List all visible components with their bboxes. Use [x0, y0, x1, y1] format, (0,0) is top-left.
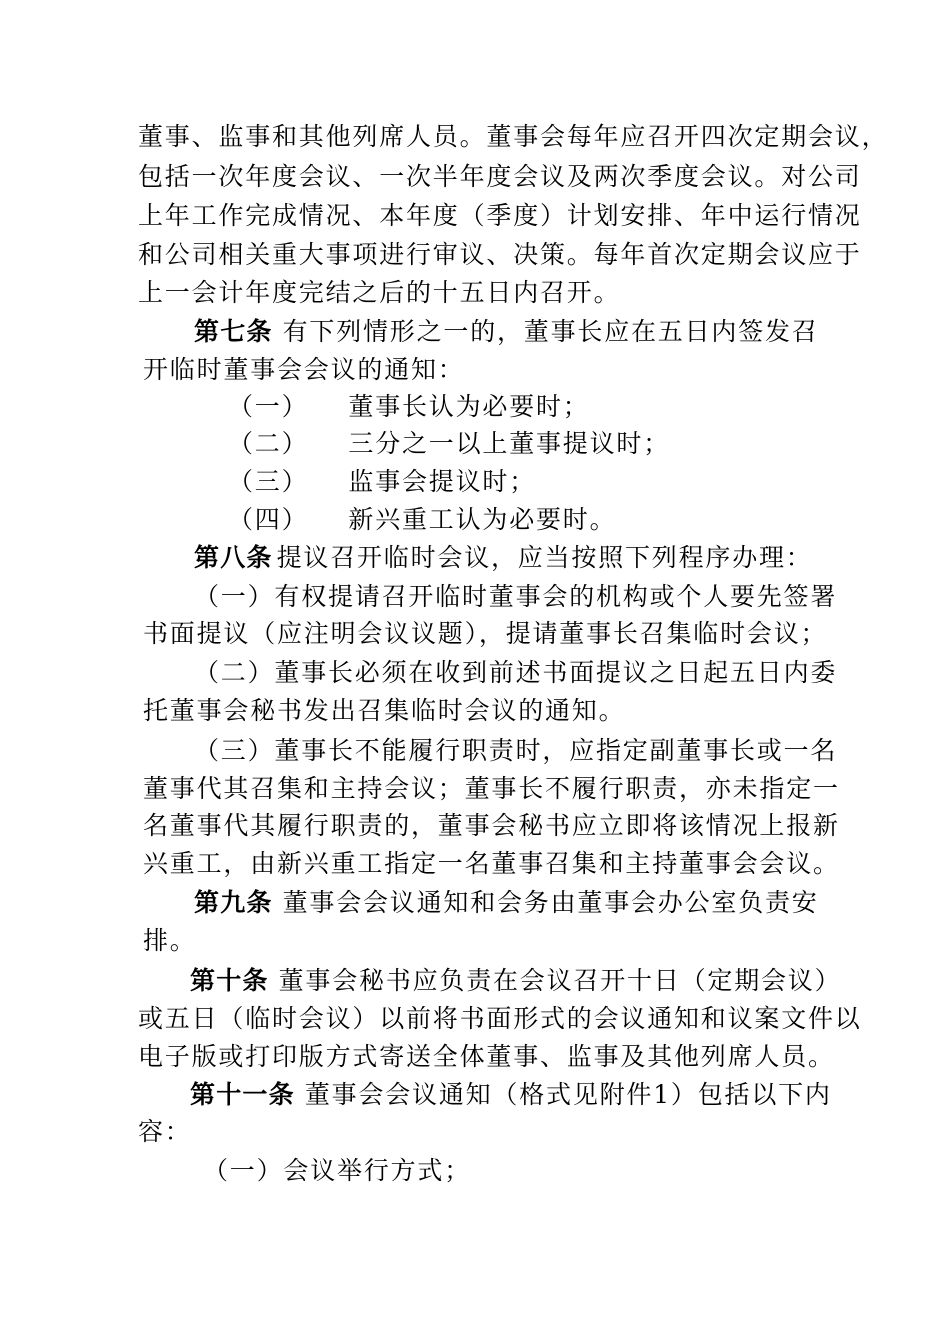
list-item-text: 监事会提议时； [348, 467, 537, 496]
paragraph-line: （二）董事长必须在收到前述书面提议之日起五日内委 [194, 658, 838, 687]
paragraph-line: 书面提议（应注明会议议题），提请董事长召集临时会议； [143, 619, 828, 648]
paragraph-line: 电子版或打印版方式寄送全体董事、监事及其他列席人员。 [138, 1042, 835, 1071]
paragraph-line: 开临时董事会会议的通知： [143, 355, 465, 384]
article-9-line [194, 883, 819, 923]
list-item-text: 董事长认为必要时； [348, 392, 590, 421]
paragraph-line: 包括一次年度会议、一次半年度会议及两次季度会议。对公司 [138, 162, 862, 191]
paragraph-line: 或五日（临时会议）以前将书面形式的会议通知和议案文件以 [138, 1004, 862, 1033]
list-item [228, 500, 616, 540]
article-11-title: 第十一条 [190, 1080, 295, 1109]
article-11-line [190, 1075, 832, 1115]
list-item-number: （一） [228, 392, 309, 421]
paragraph-line: 上一会计年度完结之后的十五日内召开。 [138, 278, 621, 307]
article-7-title: 第七条 [194, 317, 273, 346]
list-item-text: 三分之一以上董事提议时； [348, 429, 671, 458]
paragraph-line: 名董事代其履行职责的，董事会秘书应立即将该情况上报新 [143, 811, 840, 840]
article-10-line [190, 961, 841, 1001]
paragraph-line: 排。 [143, 926, 197, 955]
list-item [228, 387, 590, 427]
article-10-title: 第十条 [190, 966, 269, 995]
paragraph-line: 董事、监事和其他列席人员。董事会每年应召开四次定期会议， [138, 122, 889, 151]
article-11-text: 董事会会议通知（格式见附件1）包括以下内 [304, 1080, 832, 1109]
article-8-line [194, 538, 813, 578]
list-item: （一）会议举行方式； [203, 1156, 472, 1185]
article-8-title: 第八条 [194, 543, 273, 572]
paragraph-line: 上年工作完成情况、本年度（季度）计划安排、年中运行情况 [138, 201, 862, 230]
article-9-title: 第九条 [194, 888, 273, 917]
article-10-text: 董事会秘书应负责在会议召开十日（定期会议） [278, 966, 842, 995]
paragraph-line: 容： [138, 1117, 192, 1146]
list-item-text: 新兴重工认为必要时。 [348, 505, 617, 534]
list-item-number: （四） [228, 505, 309, 534]
article-8-text: 提议召开临时会议，应当按照下列程序办理： [276, 543, 813, 572]
article-9-text: 董事会会议通知和会务由董事会办公室负责安 [282, 888, 819, 917]
paragraph-line: 和公司相关重大事项进行审议、决策。每年首次定期会议应于 [138, 240, 862, 269]
paragraph-line: 董事代其召集和主持会议；董事长不履行职责，亦未指定一 [143, 774, 840, 803]
list-item-number: （二） [228, 429, 309, 458]
list-item-number: （三） [228, 467, 309, 496]
article-7-line [194, 312, 819, 352]
paragraph-line: 兴重工，由新兴重工指定一名董事召集和主持董事会会议。 [143, 849, 840, 878]
paragraph-line: 托董事会秘书发出召集临时会议的通知。 [143, 696, 626, 725]
paragraph-line: （一）有权提请召开临时董事会的机构或个人要先签署 [194, 582, 838, 611]
article-7-text: 有下列情形之一的，董事长应在五日内签发召 [282, 317, 819, 346]
list-item [228, 424, 670, 464]
paragraph-line: （三）董事长不能履行职责时，应指定副董事长或一名 [194, 736, 838, 765]
list-item [228, 462, 536, 502]
